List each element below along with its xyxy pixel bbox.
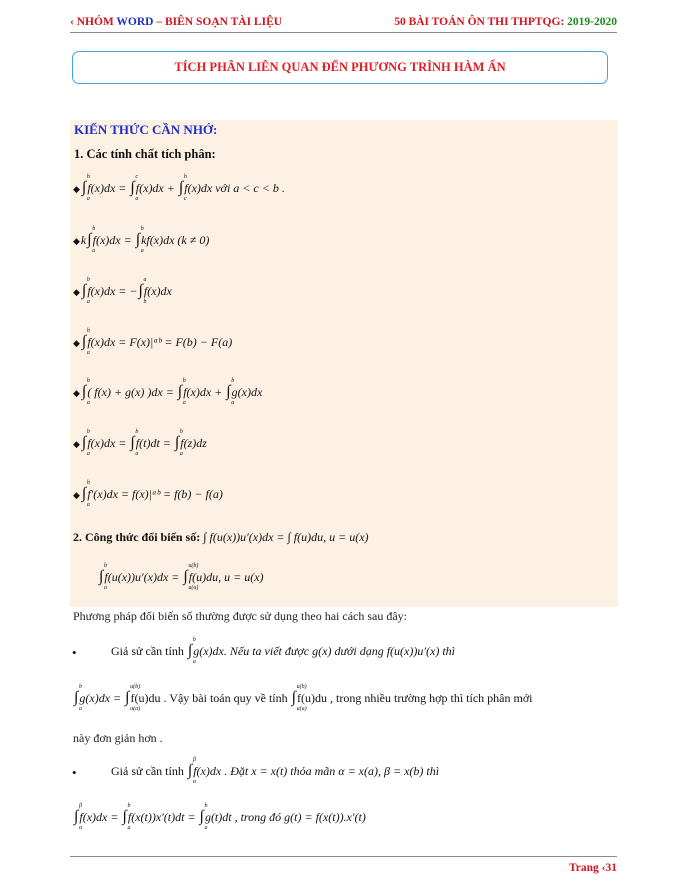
section-heading: KIẾN THỨC CẦN NHỚ: — [74, 122, 218, 137]
case-1-line-1: Giả sử cần tính ∫ b a g(x)dx. Nếu ta viết được g(x) dưới dạng f(u(x))u′(x) thì — [111, 637, 455, 665]
property-2: ◆k∫ b a f(x)dx = ∫ b a kf(x)dx (k ≠ 0) — [73, 226, 210, 254]
bullet-1: • — [72, 645, 77, 660]
property-5: ◆ ∫ b a ( f(x) + g(x) )dx = ∫ b a f(x)dx + ∫ b a g(x)dx — [73, 378, 263, 406]
footer-divider — [70, 856, 617, 857]
property-1: ◆ ∫ b a f(x)dx = ∫ c a f(x)dx + ∫ b c f(x)dx với a < c < b . — [73, 174, 285, 202]
property-4: ◆ ∫ b a f(x)dx = F(x)|ᵃᵇ = F(b) − F(a) — [73, 328, 233, 356]
page-number: Trang ‹31 — [568, 862, 617, 874]
case-2-line-1: Giả sử cần tính ∫ β α f(x)dx . Đặt x = x(t) thỏa mãn α = x(a), β = x(b) thì — [111, 757, 440, 785]
header-divider — [70, 32, 617, 33]
bullet-2: • — [72, 765, 77, 780]
substitution-definite: ∫ b a f(u(x))u′(x)dx = ∫ u(b) u(a) f(u)du, u = u(x) — [99, 563, 264, 591]
property-7: ◆ ∫ b a f′(x)dx = f(x)|ᵃᵇ = f(b) − f(a) — [73, 480, 223, 508]
method-intro: Phương pháp đổi biến số thường được sử dụng theo hai cách sau đây: — [73, 609, 408, 623]
case-1-line-3: này đơn giản hơn . — [73, 731, 163, 745]
page-title: TÍCH PHÂN LIÊN QUAN ĐẾN PHƯƠNG TRÌNH HÀM ẨN — [72, 51, 608, 84]
property-3: ◆ ∫ b a f(x)dx = −∫ a b f(x)dx — [73, 277, 172, 305]
substitution-heading: 2. Công thức đổi biến số: ∫ f(u(x))u′(x)dx = ∫ f(u)du, u = u(x) — [73, 530, 369, 544]
case-2-line-2: ∫ β α f(x)dx = ∫ b a f(x(t))x′(t)dt = ∫ b a g(t)dt , trong đó g(t) = f(x(t)).x′(t) — [74, 803, 366, 831]
property-6: ◆ ∫ b a f(x)dx = ∫ b a f(t)dt = ∫ b a f(z)dz — [73, 429, 207, 457]
header-left: ‹ NHÓM WORD – BIÊN SOẠN TÀI LIỆU — [70, 16, 283, 28]
case-1-line-2: ∫ b a g(x)dx = ∫ u(b) u(a) f(u)du . Vậy bài toán quy về tính ∫ u(b) u(a) f(u)du , trong nhiều trường hợp thì tích phân mới — [74, 684, 533, 712]
header-right: 50 BÀI TOÁN ÔN THI THPTQG: 2019-2020 — [394, 16, 617, 28]
properties-heading: 1. Các tính chất tích phân: — [74, 147, 216, 161]
